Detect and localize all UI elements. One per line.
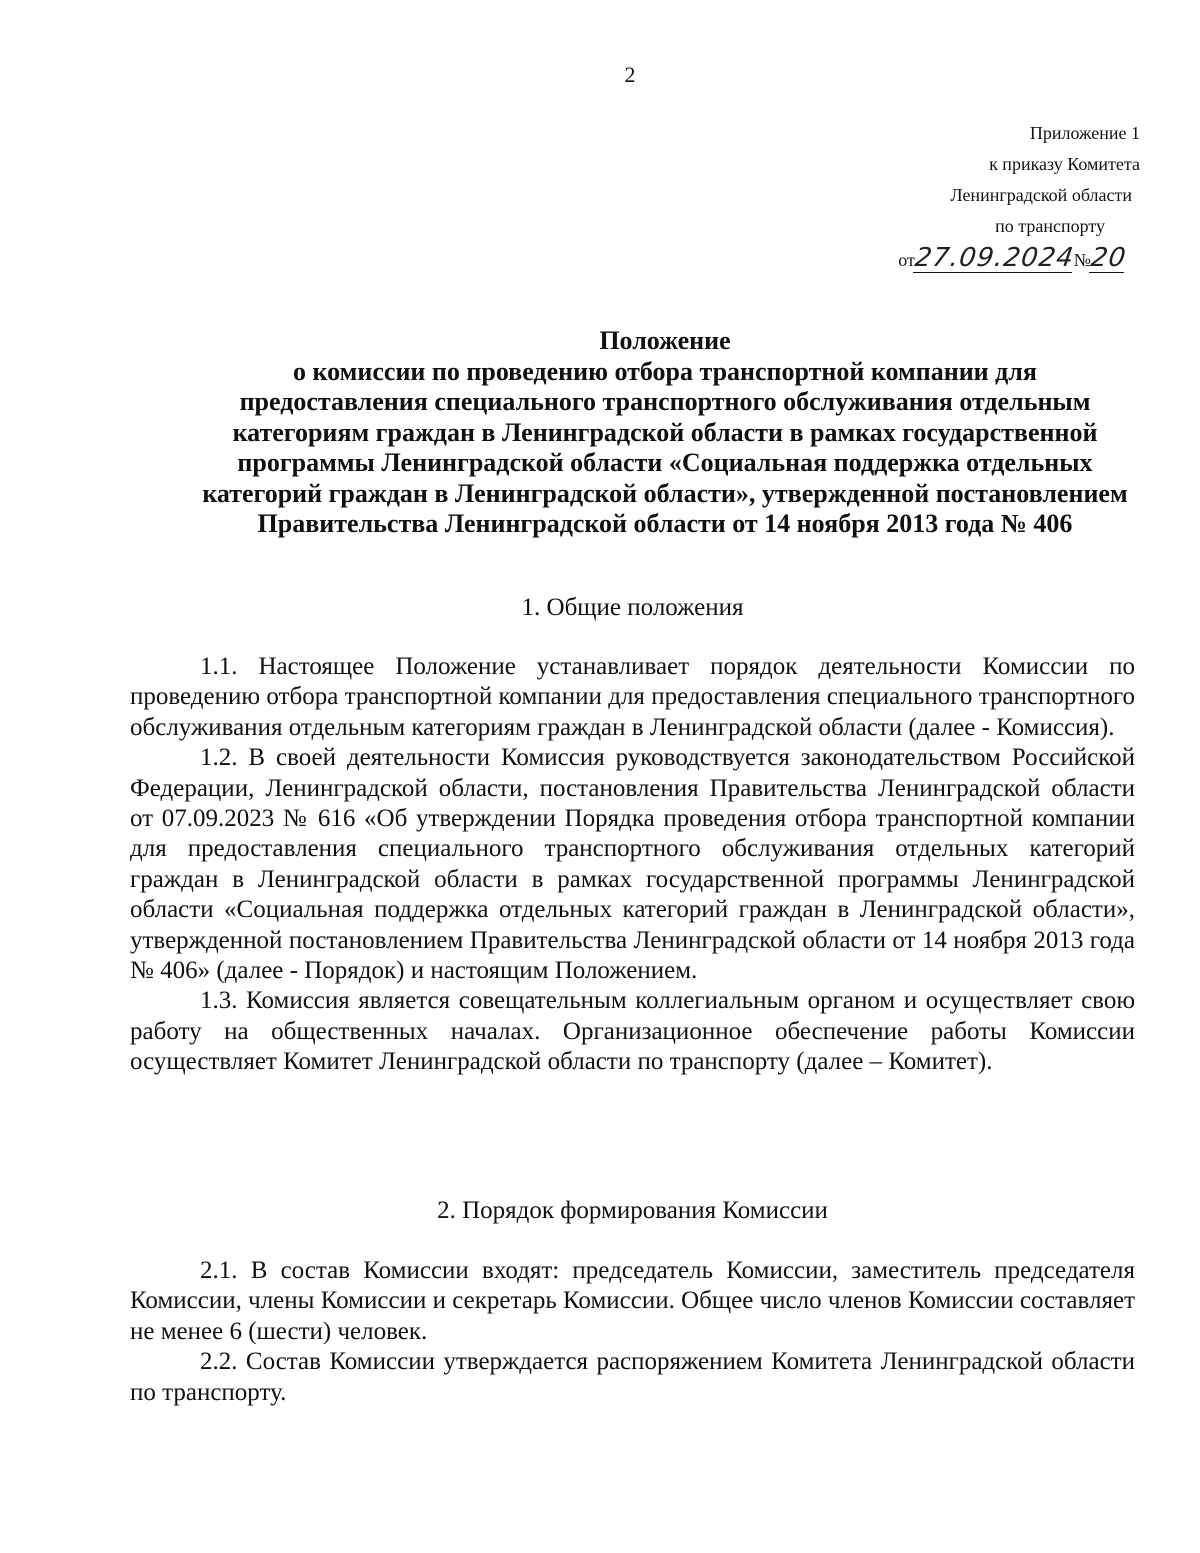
paragraph-1-3: 1.3. Комиссия является совещательным коллегиальным органом и осуществляет свою работу на общественных началах. Организационное обеспечение работы Комиссии осуществляет Комитет Ленинградской области по транспорту (далее – Комитет). (130, 987, 1135, 1076)
number-prefix: № (1073, 250, 1091, 270)
title-heading: Положение (599, 326, 731, 355)
section-2-heading: 2. Порядок формирования Комиссии (437, 1197, 828, 1224)
paragraph-1-2: 1.2. В своей деятельности Комиссия руководствуется законодательством Российской Федерации, Ленинградской области, постановления Правительства Ленинградской области от 07.09.2023 № 616 «Об утверждении Порядка проведения отбора транспортной компании для предоставления специального транспортного обслуживания отдельных категорий граждан в Ленинградской области в рамках государственной программы Ленинградской области «Социальная поддержка отдельных категорий граждан в Ленинградской области», утвержденной постановлением Правительства Ленинградской области от 14 ноября 2013 года № 406» (далее - Порядок) и настоящим Положением. (130, 744, 1135, 985)
section-1-heading: 1. Общие положения (521, 594, 744, 621)
section-1-body (130, 652, 1135, 1078)
title-subheading: о комиссии по проведению отбора транспортной компании для предоставления специального транспортного обслуживания отдельным категориям граждан в Ленинградской области в рамках государственной программы Ленинградской области «Социальная поддержка отдельных категорий граждан в Ленинградской области», утвержденной постановлением Правительства Ленинградской области от 14 ноября 2013 года № 406 (202, 356, 1128, 538)
paragraph-2-2: 2.2. Состав Комиссии утверждается распоряжением Комитета Ленинградской области по транспорту. (130, 1348, 1135, 1406)
appendix-date-line (840, 244, 1140, 276)
appendix-line-2: к приказу Комитета (989, 154, 1140, 174)
handwritten-date: 27.09.2024 (912, 243, 1076, 273)
section-2-body (130, 1256, 1135, 1408)
paragraph-1-1: 1.1. Настоящее Положение устанавливает порядок деятельности Комиссии по проведению отбора транспортной компании для предоставления специального транспортного обслуживания отдельным категориям граждан в Ленинградской области (далее - Комиссия). (130, 653, 1135, 741)
page-number: 2 (624, 62, 636, 87)
appendix-line-3: Ленинградской области (950, 185, 1132, 205)
document-title (200, 326, 1130, 540)
date-prefix: от (898, 250, 915, 270)
paragraph-2-1: 2.1. В состав Комиссии входят: председатель Комиссии, заместитель председателя Комиссии, члены Комиссии и секретарь Комиссии. Общее число членов Комиссии составляет не менее 6 (шести) человек. (130, 1257, 1135, 1345)
handwritten-number: 20 (1088, 243, 1129, 273)
appendix-line-1: Приложение 1 (1029, 123, 1140, 143)
appendix-line-4: по транспорту (995, 216, 1105, 236)
appendix-block (840, 118, 1140, 276)
